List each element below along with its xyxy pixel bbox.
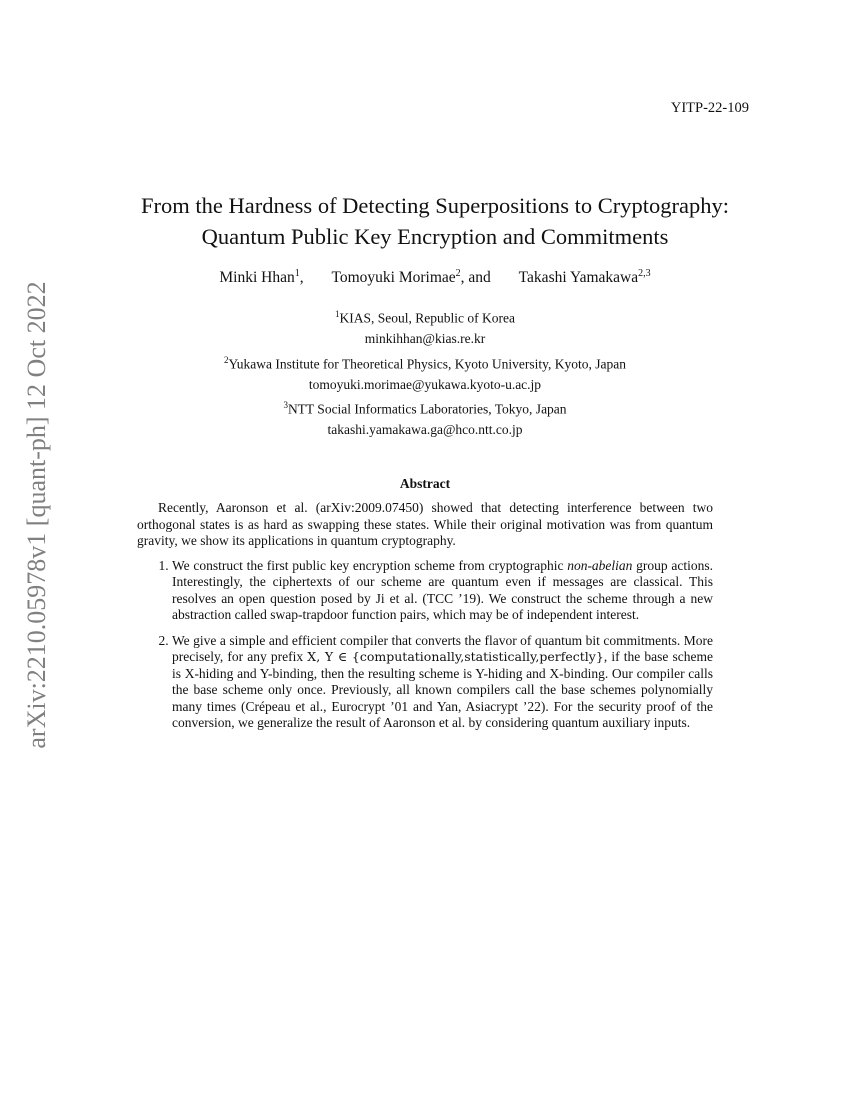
contribution-item-1 xyxy=(172,558,713,624)
item-text: We give a simple and efficient compiler that converts the flavor of quantum bit commitments. More precisely, for any prefix xyxy=(172,632,713,664)
title-line-2: Quantum Public Key Encryption and Commitments xyxy=(201,224,669,249)
author-list xyxy=(75,268,795,287)
affiliation-mark: 1 xyxy=(335,309,340,319)
item-text: group actions. Interestingly, the ciphertexts of our scheme are quantum even if messages are classical. This resolves an open question posed by Ji et al. (TCC ’19). We construct the scheme through a new abstraction called swap-trapdoor function pairs, which may be of independent interest. xyxy=(172,557,713,622)
author-name: Minki Hhan xyxy=(219,269,295,287)
author-affiliation-mark: 2,3 xyxy=(638,268,651,279)
author-2 xyxy=(331,268,490,287)
abstract-body xyxy=(137,500,713,741)
title-line-1: From the Hardness of Detecting Superpositions to Cryptography: xyxy=(140,193,730,218)
email-2: tomoyuki.morimae@yukawa.kyoto-u.ac.jp xyxy=(308,376,542,392)
item-emphasis: non-abelian xyxy=(567,557,633,573)
affiliation-1 xyxy=(75,304,775,329)
item-text: We construct the first public key encryption scheme from cryptographic xyxy=(172,557,568,573)
abstract-intro: Recently, Aaronson et al. (arXiv:2009.07450) showed that detecting interference between two orthogonal states is as hard as swapping these states. While their original motivation was from quantum gravity, we show its applications in quantum cryptography. xyxy=(137,500,713,548)
contribution-item-2 xyxy=(172,633,713,732)
author-affiliation-mark: 2 xyxy=(455,268,461,279)
abstract-heading: Abstract xyxy=(399,476,451,491)
author-name: Takashi Yamakawa xyxy=(518,269,639,287)
affiliation-mark: 3 xyxy=(283,400,288,410)
affiliation-3 xyxy=(75,395,775,420)
author-separator: , xyxy=(299,269,304,287)
affiliation-list xyxy=(75,304,775,441)
report-number: YITP-22-109 xyxy=(670,100,749,116)
author-separator: , and xyxy=(460,269,491,287)
arxiv-side-stamp: arXiv:2210.05978v1 [quant-ph] 12 Oct 2022 xyxy=(22,281,51,749)
paper-title xyxy=(75,190,795,252)
affiliation-text: NTT Social Informatics Laboratories, Tokyo, Japan xyxy=(287,401,567,417)
author-name: Tomoyuki Morimae xyxy=(331,269,456,287)
item-text: , if the base scheme is X-hiding and Y-binding, then the resulting scheme is Y-hiding and X-binding. Our compiler calls the base scheme only once. Previously, all known compilers call the base schemes polynomially many times (Crépeau et al., Eurocrypt ’01 and Yan, Asiacrypt ’22). For the security proof of the conversion, we generalize the result of Aaronson et al. by considering quantum auxiliary inputs. xyxy=(172,649,713,730)
affiliation-text: Yukawa Institute for Theoretical Physics, Kyoto University, Kyoto, Japan xyxy=(228,356,626,371)
affiliation-mark: 2 xyxy=(224,354,229,365)
affiliation-2 xyxy=(75,350,775,375)
affiliation-text: KIAS, Seoul, Republic of Korea xyxy=(339,310,515,326)
author-1 xyxy=(219,268,303,287)
email-3: takashi.yamakawa.ga@hco.ntt.co.jp xyxy=(327,422,523,437)
email-1: minkihhan@kias.re.kr xyxy=(364,331,486,346)
contribution-list xyxy=(137,558,713,732)
author-3 xyxy=(519,268,651,287)
author-affiliation-mark: 1 xyxy=(294,268,300,279)
item-math: X, Y ∈ {computationally,statistically,perfectly} xyxy=(307,649,604,664)
